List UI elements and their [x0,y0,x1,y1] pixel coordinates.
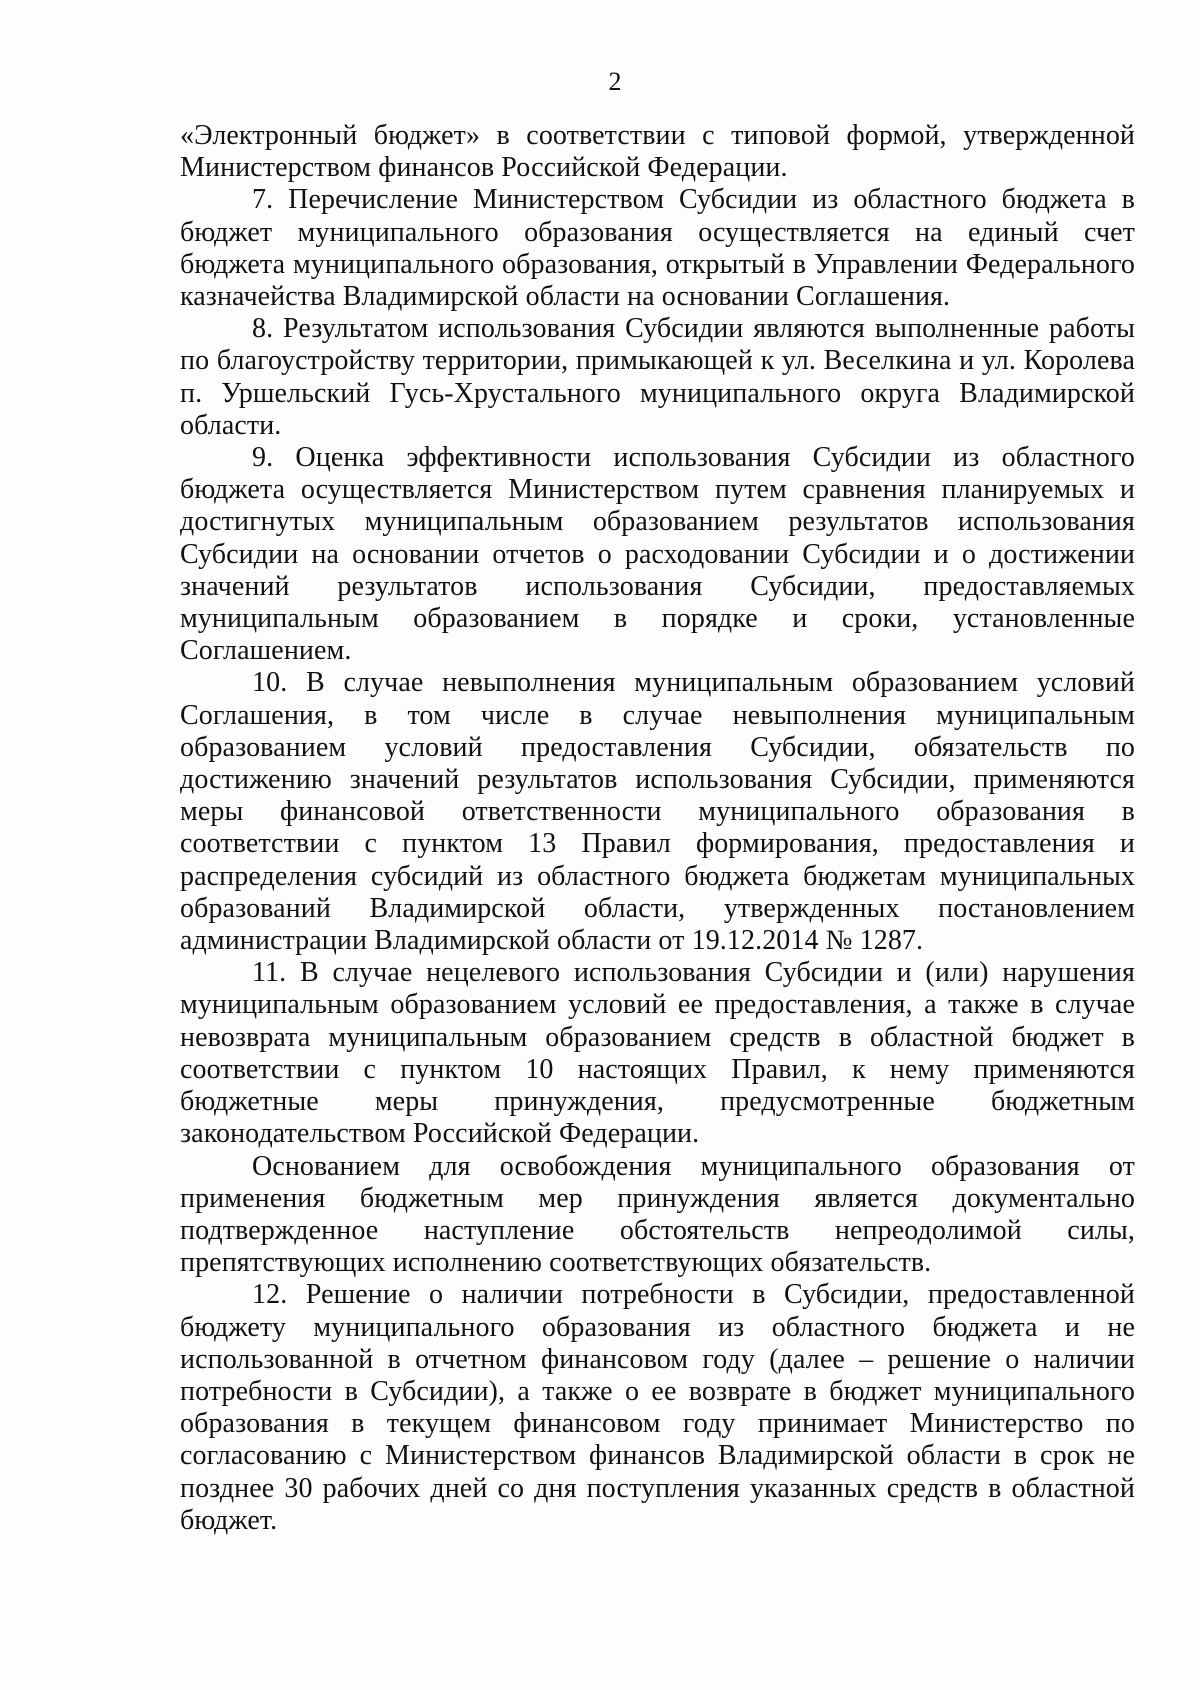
paragraph-12: 12. Решение о наличии потребности в Субсидии, предоставленной бюджету муниципального образования из областного бюджета и не использованной в отчетном финансовом году (далее – решение о наличии потребности в Субсидии), а также о ее возврате в бюджет муниципального образования в текущем финансовом году принимает Министерство по согласованию с Министерством финансов Владимирской области в срок не позднее 30 рабочих дней со дня поступления указанных средств в областной бюджет. [180,1279,1135,1536]
paragraph-10: 10. В случае невыполнения муниципальным образованием условий Соглашения, в том числе в случае невыполнения муниципальным образованием условий предоставления Субсидии, обязательств по достижению значений результатов использования Субсидии, применяются меры финансовой ответственности муниципального образования в соответствии с пунктом 13 Правил формирования, предоставления и распределения субсидий из областного бюджета бюджетам муниципальных образований Владимирской области, утвержденных постановлением администрации Владимирской области от 19.12.2014 № 1287. [180,667,1135,957]
paragraph-8: 8. Результатом использования Субсидии являются выполненные работы по благоустройству территории, примыкающей к ул. Веселкина и ул. Королева п. Уршельский Гусь-Хрустального муниципального округа Владимирской области. [180,313,1135,441]
paragraph-11: 11. В случае нецелевого использования Субсидии и (или) нарушения муниципальным образованием условий ее предоставления, а также в случае невозврата муниципальным образованием средств в областной бюджет в соответствии с пунктом 10 настоящих Правил, к нему применяются бюджетные меры принуждения, предусмотренные бюджетным законодательством Российской Федерации. [180,957,1135,1150]
paragraph-11-basis: Основанием для освобождения муниципального образования от применения бюджетным мер принуждения является документально подтвержденное наступление обстоятельств непреодолимой силы, препятствующих исполнению соответствующих обязательств. [180,1150,1135,1279]
paragraph-7: 7. Перечисление Министерством Субсидии из областного бюджета в бюджет муниципального образования осуществляется на единый счет бюджета муниципального образования, открытый в Управлении Федерального казначейства Владимирской области на основании Соглашения. [180,184,1135,313]
paragraph-continuation: «Электронный бюджет» в соответствии с типовой формой, утвержденной Министерством финансов Российской Федерации. [180,120,1135,184]
paragraph-9: 9. Оценка эффективности использования Субсидии из областного бюджета осуществляется Министерством путем сравнения планируемых и достигнутых муниципальным образованием результатов использования Субсидии на основании отчетов о расходовании Субсидии и о достижении значений результатов использования Субсидии, предоставляемых муниципальным образованием в порядке и сроки, установленные Соглашением. [180,442,1135,667]
document-body [180,120,1135,1537]
page-number: 2 [608,67,622,96]
